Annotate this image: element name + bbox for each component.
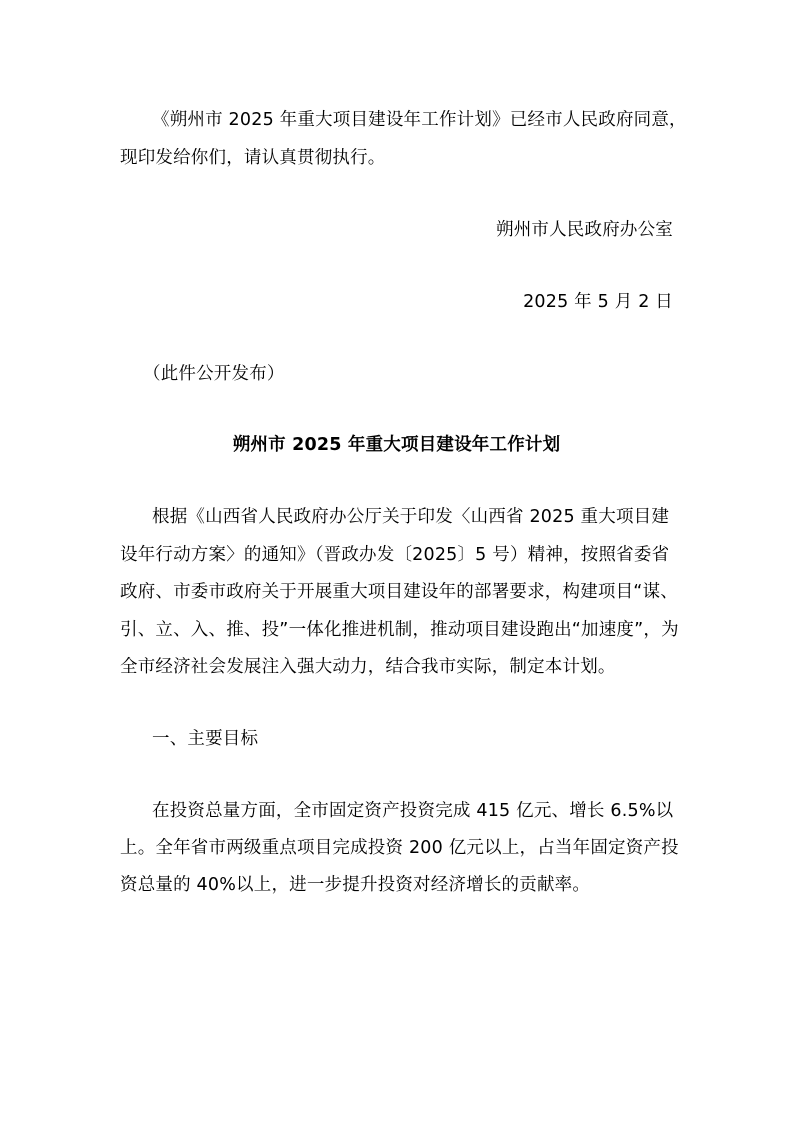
plan-title: 朔州市 2025 年重大项目建设年工作计划	[232, 435, 561, 455]
publication-note: （此件公开发布）	[143, 364, 285, 384]
goals-line: 上。全年省市两级重点项目完成投资 200 亿元以上，占当年固定资产投	[120, 838, 679, 858]
section-heading-main-goals: 一、主要目标	[152, 729, 259, 749]
issuer-signature: 朔州市人民政府办公室	[496, 220, 673, 240]
intro-line: 全市经济社会发展注入强大动力，结合我市实际，制定本计划。	[120, 657, 616, 677]
intro-line: 政府、市委市政府关于开展重大项目建设年的部署要求，构建项目“谋、	[120, 582, 678, 602]
goals-line: 资总量的 40%以上，进一步提升投资对经济增长的贡献率。	[120, 875, 591, 895]
notice-paragraph-line-2: 现印发给你们，请认真贯彻执行。	[120, 148, 386, 168]
notice-paragraph-line-1: 《朔州市 2025 年重大项目建设年工作计划》已经市人民政府同意，	[152, 110, 687, 130]
goals-line: 在投资总量方面，全市固定资产投资完成 415 亿元、增长 6.5%以	[152, 801, 674, 821]
intro-line: 根据《山西省人民政府办公厅关于印发〈山西省 2025 重大项目建	[152, 507, 670, 527]
intro-line: 设年行动方案〉的通知》（晋政办发〔2025〕5 号）精神，按照省委省	[120, 545, 670, 565]
issue-date: 2025 年 5 月 2 日	[523, 292, 673, 312]
intro-line: 引、立、入、推、投”一体化推进机制，推动项目建设跑出“加速度”，为	[120, 620, 679, 640]
